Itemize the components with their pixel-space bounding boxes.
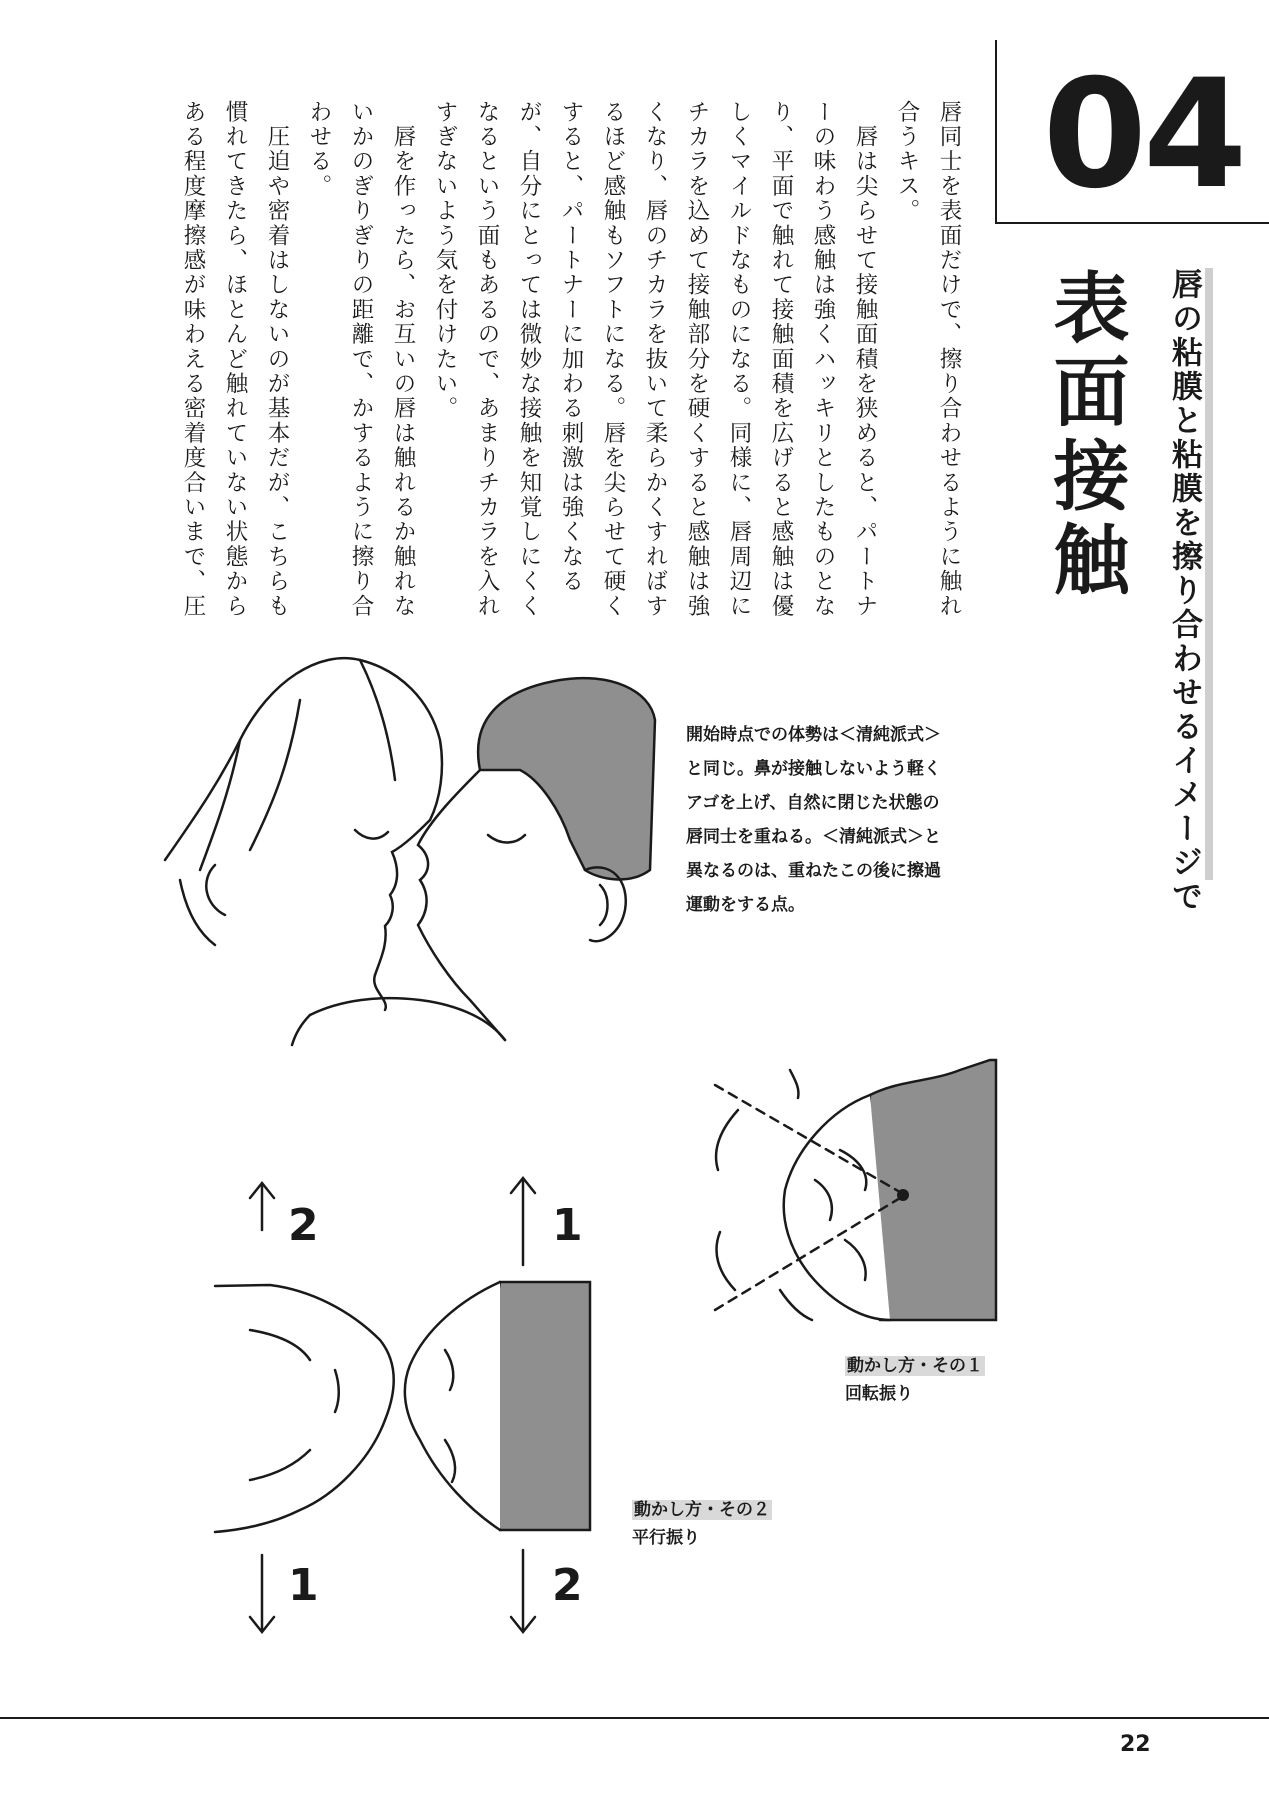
arrow-label-up-left: 2 [288, 1200, 319, 1251]
right-head-face [405, 1282, 500, 1530]
method-1-name: 回転振り [845, 1384, 913, 1404]
chapter-number: 04 [1042, 48, 1244, 222]
left-head [215, 1285, 394, 1532]
right-person-hair [478, 678, 655, 879]
method-2-label [632, 1496, 772, 1552]
body-paragraph: 唇を作ったら、お互いの唇は触れるか触れないかのぎりぎりの距離で、かするように擦り合わせる。 [306, 100, 416, 619]
rotation-diagram [715, 1060, 996, 1320]
body-paragraph: 唇は尖らせて接触面積を狭めると、パートナーの味わう感触は強くハッキリとしたものとなり、平面で触れて接触面積を広げると感触は優しくマイルドなものになる。同様に、唇周辺にチカラを込めて接触部分を硬くすると感触は強くなり、唇のチカラを抜いて柔らかくすればするほど感触もソフトになる。唇を尖らせて硬くすると、パートナーに加わる刺激は強くなるが、自分にとっては微妙な接触を知覚しにくくなるという面もあるので、あまりチカラを入れすぎないよう気を付けたい。 [432, 100, 878, 619]
parallel-diagram [215, 1178, 590, 1632]
page-subtitle: 唇の粘膜と粘膜を擦り合わせるイメージで [1166, 268, 1202, 914]
method-1-label [845, 1352, 985, 1408]
kiss-illustration [165, 658, 655, 1045]
footer-rule [0, 1717, 1269, 1719]
body-paragraph: 唇同士を表面だけで、擦り合わせるように触れ合うキス。 [894, 100, 962, 619]
page-number: 22 [1120, 1732, 1151, 1757]
arrow-label-up-right: 1 [552, 1200, 583, 1251]
method-2-name: 平行振り [632, 1528, 700, 1548]
body-paragraph: 圧迫や密着はしないのが基本だが、こちらも慣れてきたら、ほとんど触れていない状態からある程度摩擦感が味わえる密着度合いまで、圧 [180, 100, 290, 619]
right-person-face [418, 770, 505, 1040]
page-title: 表面接触 [1041, 268, 1130, 604]
method-2-heading: 動かし方・その２ [634, 1500, 770, 1520]
illustration-caption: 開始時点での体勢は＜清純派式＞と同じ。鼻が接触しないよう軽くアゴを上げ、自然に閉じた状態の唇同士を重ねる。＜清純派式＞と異なるのは、重ねたこの後に擦過運動をする点。 [686, 725, 941, 915]
arrow-label-down-right: 2 [552, 1560, 583, 1611]
arrow-label-down-left: 1 [288, 1560, 319, 1611]
method-1-heading: 動かし方・その１ [847, 1356, 983, 1376]
left-person-hair [165, 658, 442, 860]
